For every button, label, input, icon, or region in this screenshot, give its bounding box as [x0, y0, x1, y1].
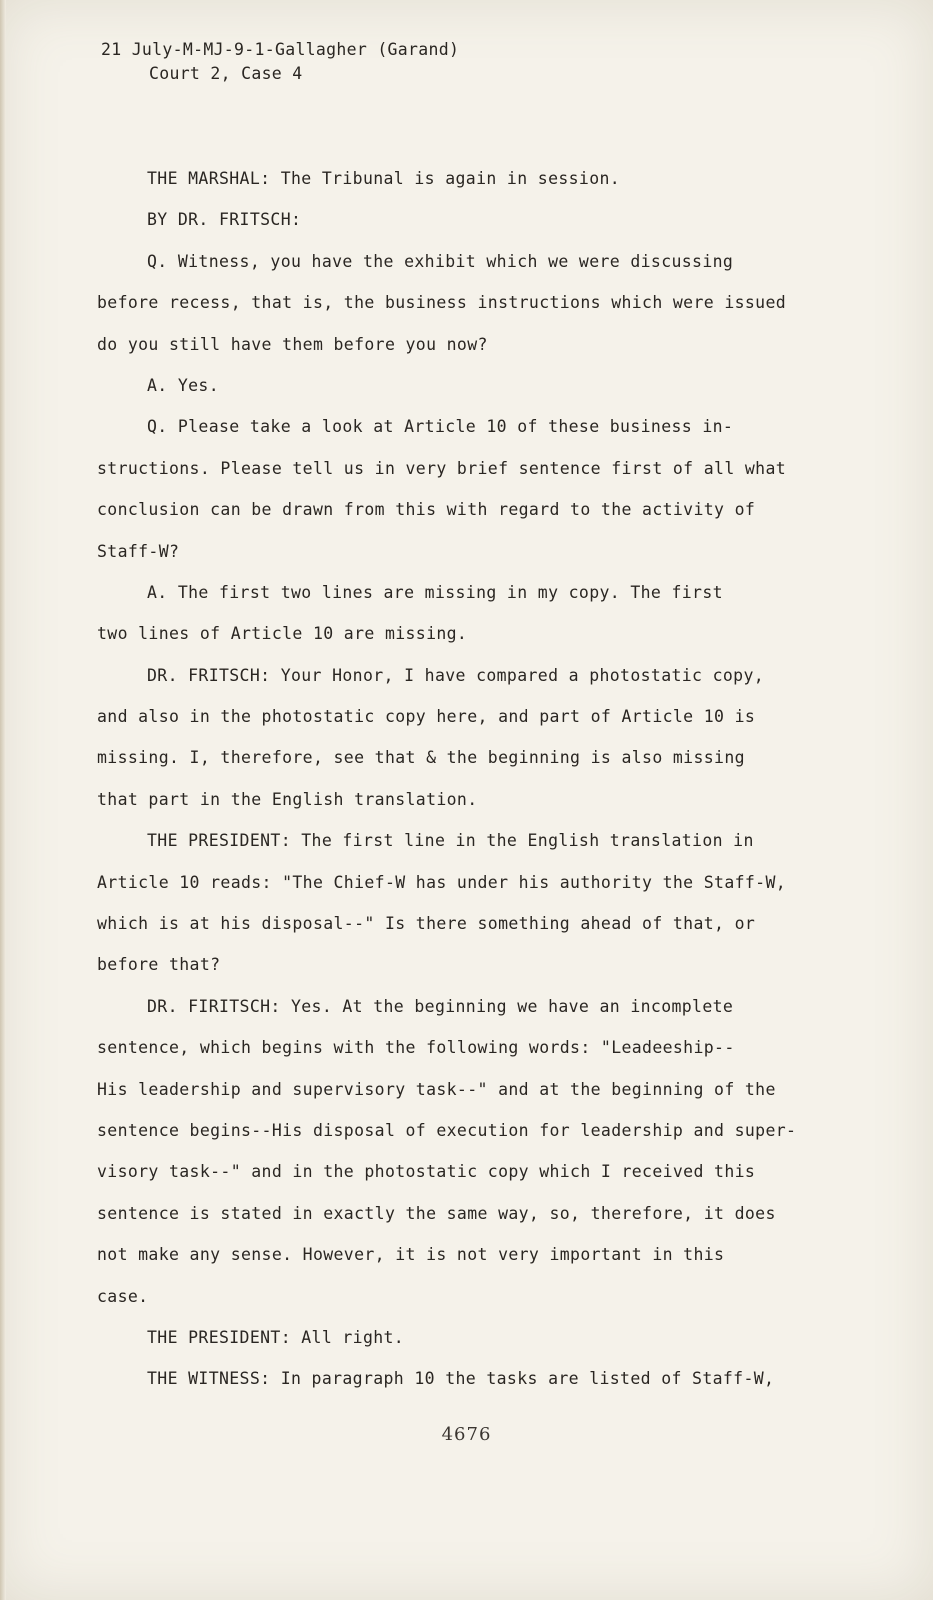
transcript-line: conclusion can be drawn from this with regard to the activity of [97, 500, 756, 520]
transcript-line: His leadership and supervisory task--" and at the beginning of the [97, 1079, 776, 1099]
transcript-line: and also in the photostatic copy here, and part of Article 10 is [97, 707, 756, 727]
transcript-line: before that? [97, 955, 221, 975]
transcript-line: THE PRESIDENT: All right. [147, 1327, 405, 1347]
transcript-line: THE MARSHAL: The Tribunal is again in session. [147, 169, 621, 188]
transcript-line: sentence is stated in exactly the same way, so, therefore, it does [97, 1203, 776, 1223]
transcript-line: BY DR. FRITSCH: [147, 210, 302, 230]
header-session-line: 21 July-M-MJ-9-1-Gallagher (Garand) [101, 40, 460, 59]
transcript-line: Article 10 reads: "The Chief-W has under his authority the Staff-W, [97, 872, 787, 892]
transcript-line: A. Yes. [147, 375, 219, 395]
transcript-line: THE PRESIDENT: The first line in the English translation in [147, 831, 754, 851]
transcript-header [101, 38, 459, 86]
transcript-line: Staff-W? [97, 541, 180, 561]
header-court-line: Court 2, Case 4 [149, 64, 303, 83]
transcript-line: THE WITNESS: In paragraph 10 the tasks are listed of Staff-W, [147, 1369, 775, 1389]
transcript-line: visory task--" and in the photostatic copy which I received this [97, 1162, 756, 1182]
transcript-line: which is at his disposal--" Is there something ahead of that, or [97, 914, 756, 934]
transcript-line: Q. Witness, you have the exhibit which we were discussing [147, 251, 734, 271]
transcript-line: case. [97, 1286, 149, 1306]
transcript-line: Q. Please take a look at Article 10 of these business in- [147, 417, 734, 437]
transcript-line: not make any sense. However, it is not very important in this [97, 1245, 725, 1265]
transcript-line: that part in the English translation. [97, 789, 478, 809]
page-edge [0, 0, 6, 1600]
transcript-body [97, 158, 797, 1400]
transcript-line: structions. Please tell us in very brief sentence first of all what [97, 458, 787, 478]
page-number: 4676 [441, 1424, 492, 1445]
transcript-line: DR. FRITSCH: Your Honor, I have compared a photostatic copy, [147, 665, 765, 685]
transcript-line: sentence, which begins with the following words: "Leadeeship-- [97, 1038, 735, 1058]
transcript-line: before recess, that is, the business instructions which were issued [97, 293, 787, 313]
transcript-line: do you still have them before you now? [97, 334, 488, 354]
transcript-line: two lines of Article 10 are missing. [97, 624, 468, 644]
transcript-line: DR. FIRITSCH: Yes. At the beginning we have an incomplete [147, 996, 734, 1016]
transcript-line: A. The first two lines are missing in my copy. The first [147, 582, 723, 602]
transcript-line: sentence begins--His disposal of execution for leadership and super- [97, 1120, 797, 1140]
transcript-line: missing. I, therefore, see that & the beginning is also missing [97, 748, 745, 768]
